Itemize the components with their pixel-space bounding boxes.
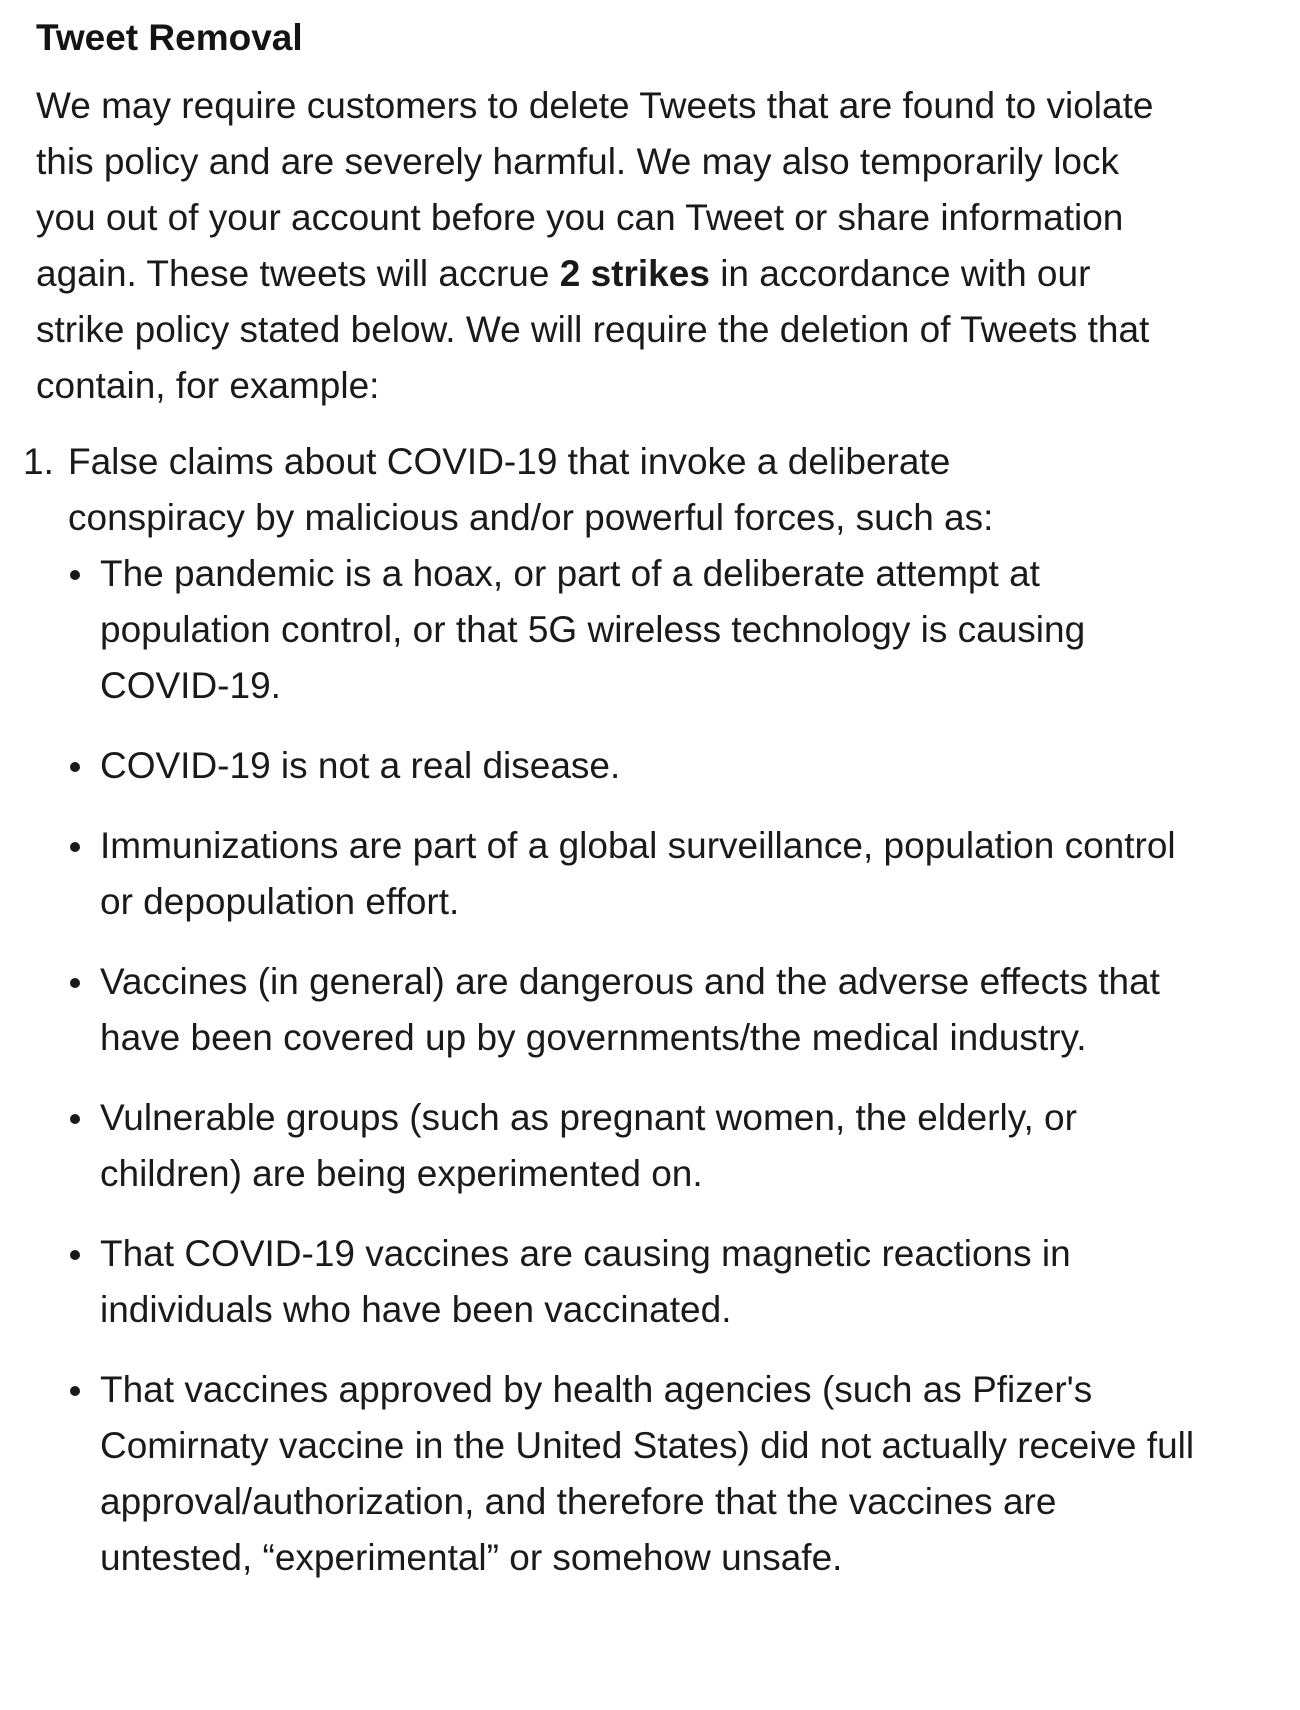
section-title: Tweet Removal bbox=[36, 17, 303, 58]
intro-paragraph bbox=[36, 78, 1156, 414]
bullet-icon bbox=[70, 1250, 80, 1260]
bullet-icon bbox=[70, 1386, 80, 1396]
bullet-item-text: COVID-19 is not a real disease. bbox=[100, 745, 621, 786]
bullet-item-text: Vaccines (in general) are dangerous and the adverse effects that have been covered up by governments/the medical industry. bbox=[100, 961, 1160, 1058]
bullet-item bbox=[68, 1090, 1200, 1202]
bullet-icon bbox=[70, 1114, 80, 1124]
bullet-item-text: That vaccines approved by health agencies (such as Pfizer's Comirnaty vaccine in the United States) did not actually receive full approval/authorization, and therefore that the vaccines are untested, “experimental” or somehow unsafe. bbox=[100, 1369, 1195, 1578]
bullet-item bbox=[68, 738, 1200, 794]
bullet-item-text: Immunizations are part of a global surveillance, population control or depopulation effort. bbox=[100, 825, 1176, 922]
bullet-icon bbox=[70, 762, 80, 772]
bullet-item-text: That COVID-19 vaccines are causing magnetic reactions in individuals who have been vaccinated. bbox=[100, 1233, 1071, 1330]
bullet-item bbox=[68, 1226, 1200, 1338]
list-item-text: False claims about COVID-19 that invoke a deliberate conspiracy by malicious and/or powerful forces, such as: bbox=[68, 441, 994, 538]
intro-text-end: in accordance with our strike policy stated below. We will require the deletion of Tweets that contain, for example: bbox=[36, 253, 1150, 406]
list-item-number: 1. bbox=[23, 441, 54, 482]
bullet-list bbox=[68, 546, 1300, 1586]
bullet-item bbox=[68, 546, 1200, 714]
bullet-item-text: The pandemic is a hoax, or part of a deliberate attempt at population control, or that 5G wireless technology is causing COVID-19. bbox=[100, 553, 1086, 706]
bullet-icon bbox=[70, 978, 80, 988]
strike-count: 2 strikes bbox=[559, 253, 710, 294]
numbered-list bbox=[23, 434, 1300, 1586]
list-item bbox=[23, 434, 1300, 1586]
bullet-icon bbox=[70, 842, 80, 852]
bullet-item bbox=[68, 1362, 1200, 1586]
bullet-icon bbox=[70, 570, 80, 580]
bullet-item-text: Vulnerable groups (such as pregnant women, the elderly, or children) are being experimented on. bbox=[100, 1097, 1077, 1194]
bullet-item bbox=[68, 818, 1200, 930]
bullet-item bbox=[68, 954, 1200, 1066]
intro-text-start: We may require customers to delete Tweets that are found to violate this policy and are severely harmful. We may also temporarily lock you out of your account before you can Tweet or share information again. These tweets will accrue bbox=[36, 85, 1154, 294]
